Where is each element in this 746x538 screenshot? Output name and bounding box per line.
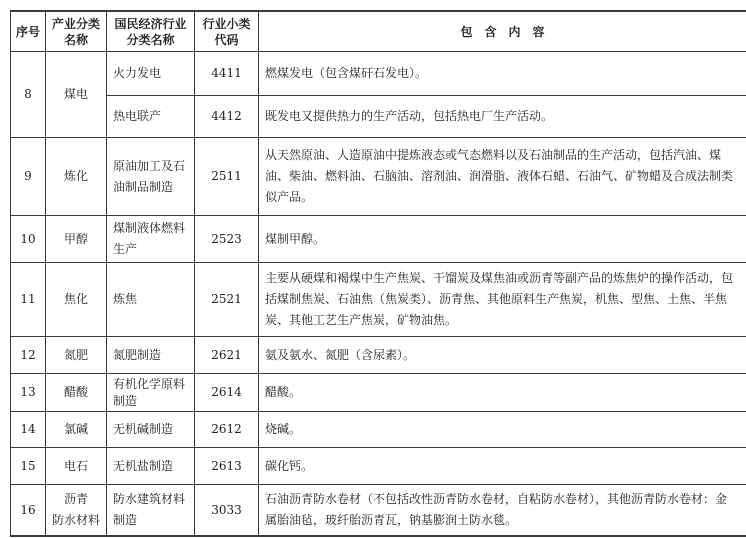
table-rule [10, 535, 746, 537]
header-economy [107, 12, 194, 51]
row-economy-text: 炼焦 [113, 292, 138, 306]
row-economy [107, 216, 194, 262]
row-industry-text: 醋酸 [63, 385, 88, 399]
row-seq [11, 485, 45, 535]
header-seq [11, 12, 45, 51]
row-content [259, 485, 746, 535]
row-economy-text: 有机化学原料 制造 [113, 376, 186, 408]
row-seq-text: 11 [20, 292, 36, 306]
row-code [195, 337, 258, 373]
row-content-text: 石油沥青防水卷材（不包括改性沥青防水卷材，自粘防水卷材），其他沥青防水卷材：金 属胎油毡，玻纤胎沥青瓦，钠基膨润土防水毯。 [265, 492, 728, 527]
row-code-text: 2521 [211, 292, 242, 306]
row-economy [107, 448, 194, 484]
row-economy-text: 火力发电 [113, 66, 162, 80]
row-code-text: 2614 [211, 385, 242, 399]
row-economy-text: 氮肥制造 [113, 347, 162, 362]
row-content-text: 醋酸。 [265, 385, 302, 399]
header-industry [46, 12, 106, 51]
row-seq-text: 8 [24, 87, 32, 101]
row-content [259, 96, 746, 137]
row-industry [46, 216, 106, 262]
row-industry [46, 263, 106, 336]
row-code [195, 263, 258, 336]
row-seq [11, 374, 45, 411]
row-content-text: 既发电又提供热力的生产活动，包括热电厂生产活动。 [265, 109, 554, 123]
row-industry-text: 氮肥 [63, 347, 88, 362]
row-code-text: 2621 [211, 347, 242, 362]
row-seq-text: 10 [20, 231, 36, 246]
row-content [259, 374, 746, 411]
header-economy-text: 国民经济行业 分类名称 [114, 16, 187, 47]
row-code-text: 2613 [211, 458, 242, 473]
row-industry [46, 337, 106, 373]
row-code [195, 448, 258, 484]
row-economy [107, 263, 194, 336]
row-code-text: 2523 [211, 231, 242, 246]
row-economy-text: 原油加工及石 油制品制造 [113, 158, 186, 194]
row-industry-text: 沥青 防水材料 [51, 492, 100, 527]
row-economy [107, 485, 194, 535]
row-code [195, 138, 258, 215]
row-economy-text: 煤制液体燃料 生产 [113, 221, 186, 256]
row-code-text: 4412 [211, 109, 242, 123]
row-code [195, 412, 258, 447]
row-economy [107, 52, 194, 95]
header-code [195, 12, 258, 51]
row-seq-text: 13 [20, 385, 36, 399]
row-content-text: 燃煤发电（包含煤矸石发电）。 [265, 66, 428, 80]
row-seq [11, 52, 45, 137]
row-seq [11, 138, 45, 215]
row-economy [107, 337, 194, 373]
row-industry-text: 炼化 [63, 169, 88, 183]
row-economy [107, 374, 194, 411]
row-economy-text: 防水建筑材料 制造 [113, 492, 186, 527]
row-content-text: 煤制甲醇。 [265, 231, 326, 246]
header-content [259, 12, 746, 51]
row-industry-text: 电石 [63, 458, 88, 473]
row-content-text: 碳化钙。 [265, 458, 314, 473]
row-seq [11, 448, 45, 484]
row-seq [11, 337, 45, 373]
row-industry [46, 138, 106, 215]
row-industry-text: 氯碱 [63, 422, 88, 436]
row-content [259, 138, 746, 215]
row-industry [46, 52, 106, 137]
row-industry [46, 374, 106, 411]
row-code-text: 3033 [211, 502, 242, 517]
row-economy [107, 96, 194, 137]
row-content [259, 337, 746, 373]
row-economy [107, 412, 194, 447]
row-content-text: 主要从硬煤和褐煤中生产焦炭、干馏炭及煤焦油或沥青等副产品的炼焦炉的操作活动，包 括煤制焦炭、石油焦（焦炭类）、沥青焦、其他原料生产焦炭，机焦、型焦、土焦、半焦 炭、其他工艺生产焦炭，矿物油焦。 [265, 271, 734, 327]
row-code [195, 485, 258, 535]
row-code-text: 2612 [211, 422, 242, 436]
row-seq [11, 412, 45, 447]
row-code [195, 96, 258, 137]
row-code [195, 374, 258, 411]
row-economy [107, 138, 194, 215]
row-industry-text: 煤电 [63, 87, 88, 101]
row-seq-text: 15 [20, 458, 36, 473]
row-content [259, 216, 746, 262]
row-industry-text: 焦化 [63, 292, 88, 306]
row-industry [46, 412, 106, 447]
row-content-text: 烧碱。 [265, 422, 302, 436]
row-seq [11, 263, 45, 336]
row-seq-text: 16 [20, 502, 36, 517]
row-economy-text: 无机碱制造 [113, 422, 174, 436]
row-seq [11, 216, 45, 262]
row-content [259, 263, 746, 336]
row-industry [46, 485, 106, 535]
row-seq-text: 14 [20, 422, 36, 436]
header-seq-text: 序号 [15, 24, 40, 39]
row-industry-text: 甲醇 [63, 231, 88, 246]
row-content-text: 氨及氨水、氮肥（含尿素）。 [265, 347, 416, 362]
row-economy-text: 无机盐制造 [113, 458, 174, 473]
header-code-text: 行业小类 代码 [202, 16, 251, 47]
row-code-text: 4411 [211, 66, 242, 80]
row-code [195, 216, 258, 262]
row-content-text: 从天然原油、人造原油中提炼液态或气态燃料以及石油制品的生产活动，包括汽油、煤 油、柴油、燃料油、石脑油、溶剂油、润滑脂、液体石蜡、石油气、矿物蜡及合成法制类 似产品。 [265, 148, 734, 204]
row-content [259, 52, 746, 95]
header-industry-text: 产业分类 名称 [51, 16, 100, 47]
row-code [195, 52, 258, 95]
row-economy-text: 热电联产 [113, 109, 162, 123]
row-code-text: 2511 [211, 169, 242, 183]
row-industry [46, 448, 106, 484]
row-seq-text: 12 [20, 347, 36, 362]
row-content [259, 412, 746, 447]
row-content [259, 448, 746, 484]
row-seq-text: 9 [24, 169, 32, 183]
header-content-text: 包 含 内 容 [460, 24, 545, 39]
